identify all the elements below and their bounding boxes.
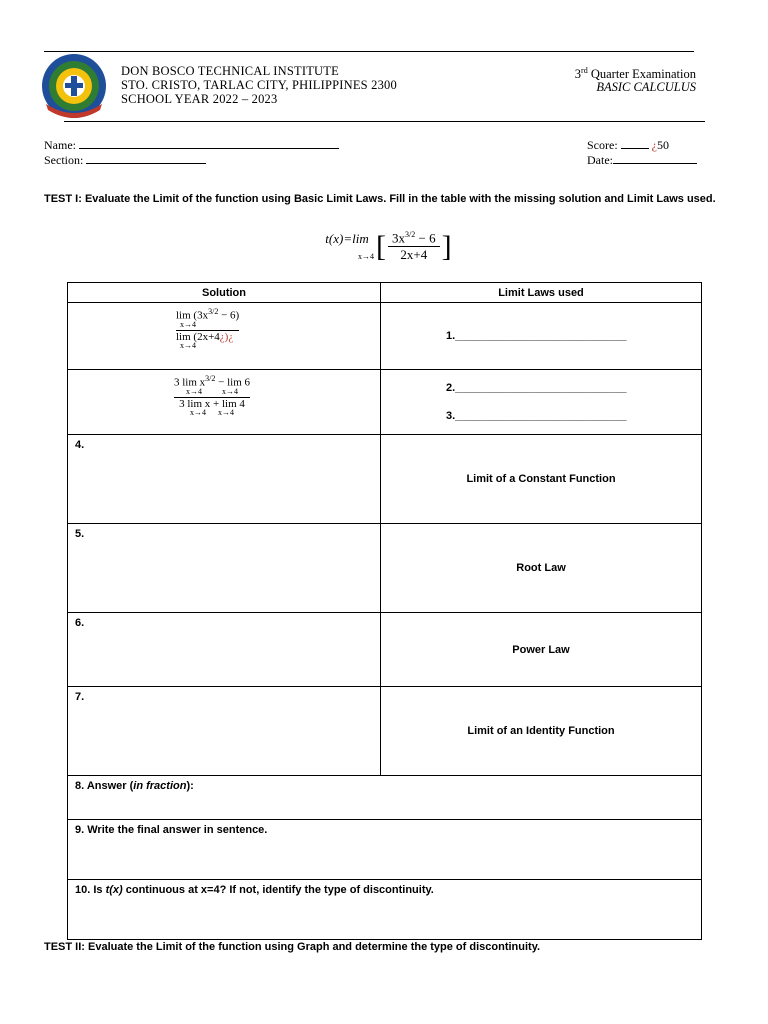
table-row: [68, 687, 702, 776]
solution-cell-5[interactable]: 5.: [68, 524, 381, 613]
section-line: Section:: [44, 152, 206, 168]
column-header-solution: Solution: [68, 283, 381, 303]
table-row: [68, 880, 702, 940]
score-line: Score: ¿50: [587, 138, 669, 152]
date-line: Date:: [587, 152, 697, 168]
table-row: [68, 524, 702, 613]
school-logo-icon: [40, 52, 108, 120]
limit-laws-table: [67, 282, 702, 940]
answer-sentence-cell[interactable]: 9. Write the final answer in sentence.: [68, 820, 702, 880]
table-row: [68, 370, 702, 435]
solution-cell-2: 3 $\lim x^{3/2} - \lim 6$ x→4 x→4 3 lim x + lim 4 x→4 x→4: [68, 370, 381, 435]
institute-address: STO. CRISTO, TARLAC CITY, PHILIPPINES 2300: [121, 78, 397, 92]
table-row: [68, 435, 702, 524]
institute-name: DON BOSCO TECHNICAL INSTITUTE: [121, 64, 339, 78]
continuity-cell[interactable]: 10. Is t(x) continuous at x=4? If not, identify the type of discontinuity.: [68, 880, 702, 940]
top-rule: [44, 51, 694, 52]
date-field[interactable]: [613, 152, 697, 164]
name-line: Name:: [44, 137, 339, 153]
law-cell-4: Limit of a Constant Function: [381, 435, 702, 524]
header-rule: [64, 121, 705, 122]
name-field[interactable]: [79, 137, 339, 149]
solution-cell-4[interactable]: 4.: [68, 435, 381, 524]
test1-instruction: TEST I: Evaluate the Limit of the function using Basic Limit Laws. Fill in the table with the missing solution and Limit Laws used.: [44, 193, 716, 205]
section-field[interactable]: [86, 152, 206, 164]
solution-cell-1: $\lim (3x^{3/2} - 6)$ x→4 lim (2x+4¿)¿ x→4: [68, 303, 381, 370]
table-row: [68, 303, 702, 370]
score-field[interactable]: [621, 137, 649, 149]
table-row: [68, 613, 702, 687]
solution-cell-7[interactable]: 7.: [68, 687, 381, 776]
school-year: SCHOOL YEAR 2022 – 2023: [121, 92, 278, 106]
table-row: [68, 820, 702, 880]
subject-name: BASIC CALCULUS: [596, 80, 696, 94]
answer-fraction-cell[interactable]: 8. Answer (in fraction):: [68, 776, 702, 820]
table-row: [68, 776, 702, 820]
solution-cell-6[interactable]: 6.: [68, 613, 381, 687]
function-definition: t(x)=lim x→4 [ $\frac{3x^{3/2} - 6}{2x+4}$ ]: [325, 229, 452, 263]
law-cell-1[interactable]: 1.____________________________: [381, 303, 702, 370]
test2-instruction: TEST II: Evaluate the Limit of the function using Graph and determine the type of discontinuity.: [44, 941, 541, 953]
law-cell-5: Root Law: [381, 524, 702, 613]
law-cell-6: Power Law: [381, 613, 702, 687]
law-cell-2[interactable]: 2.____________________________ 3.____________________________: [381, 370, 702, 435]
column-header-laws: Limit Laws used: [381, 283, 702, 303]
law-cell-7: Limit of an Identity Function: [381, 687, 702, 776]
exam-title: 3rd Quarter Examination: [574, 66, 696, 82]
